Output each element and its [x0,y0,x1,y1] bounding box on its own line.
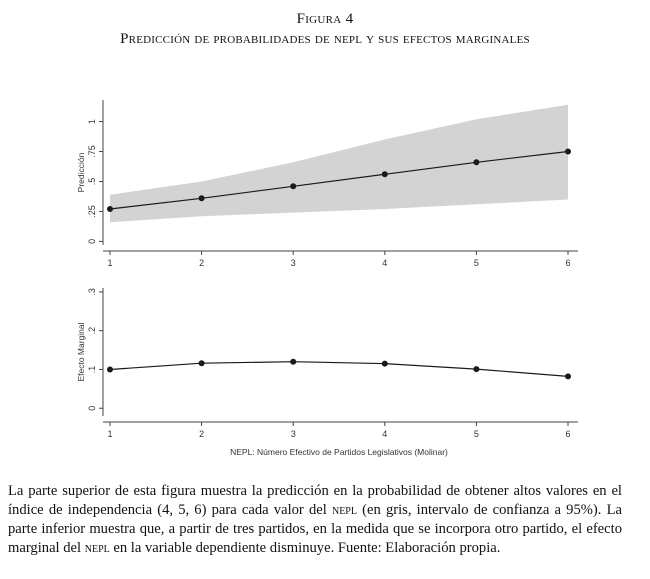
pred-point [107,206,113,212]
caption-text-2: (en gris, intervalo de confianza a 95%). La parte inferior muestra que, a partir de tres partidos, en la medida que se incorpora otro partido, el efecto marginal del [8,502,622,556]
marg-y-tick-label: 0 [87,405,97,411]
marg-x-axis-label: NEPL: Número Efectivo de Partidos Legislativos (Molinar) [230,447,448,457]
marg-y-tick-label: .3 [87,288,97,296]
pred-point [473,159,479,165]
caption-abbr-1: nepl [331,502,357,518]
marg-panel [76,288,578,457]
marg-y-tick-label: .2 [87,326,97,335]
marg-point [107,367,113,373]
marg-x-tick-label: 2 [199,429,205,439]
figure-caption [8,482,622,558]
pred-y-tick-label: 0 [87,238,97,244]
marg-series-line [110,362,568,377]
figure-label: Figura 4 [296,11,354,27]
marg-y-axis-label: Efecto Marginal [76,322,86,382]
pred-point [199,195,205,201]
pred-point [290,183,296,189]
pred-y-tick-label: .75 [87,145,97,158]
marg-x-tick-label: 4 [382,429,388,439]
pred-point [565,149,571,155]
marg-point [382,361,388,367]
pred-point [382,171,388,177]
pred-y-tick-label: 1 [87,119,97,125]
marg-point [565,373,571,379]
marg-x-tick-label: 5 [473,429,479,439]
marg-point [199,360,205,366]
figure-title: Predicción de probabilidades de nepl y sus efectos marginales [120,31,530,47]
pred-ci-band [110,105,568,222]
marg-x-tick-label: 1 [107,429,113,439]
pred-x-tick-label: 3 [290,258,296,268]
pred-x-tick-label: 5 [473,258,479,268]
marg-x-tick-label: 3 [290,429,296,439]
pred-y-tick-label: .5 [87,177,97,186]
pred-y-tick-label: .25 [87,205,97,218]
caption-text-1: La parte superior de esta figura muestra la predicción en la probabilidad de obtener altos valores en el índice de independencia (4, 5, 6) para cada valor del [8,483,622,518]
pred-x-tick-label: 1 [107,258,113,268]
pred-x-tick-label: 6 [565,258,571,268]
pred-panel [76,100,578,268]
marg-x-tick-label: 6 [565,429,571,439]
caption-text-3: en la variable dependiente disminuye. Fuente: Elaboración propia. [109,540,501,556]
marg-y-tick-label: .1 [87,365,97,374]
caption-abbr-2: nepl [84,540,110,556]
pred-x-tick-label: 2 [199,258,205,268]
marg-point [290,359,296,365]
pred-x-tick-label: 4 [382,258,388,268]
marg-point [473,366,479,372]
pred-y-axis-label: Predicción [76,152,86,193]
